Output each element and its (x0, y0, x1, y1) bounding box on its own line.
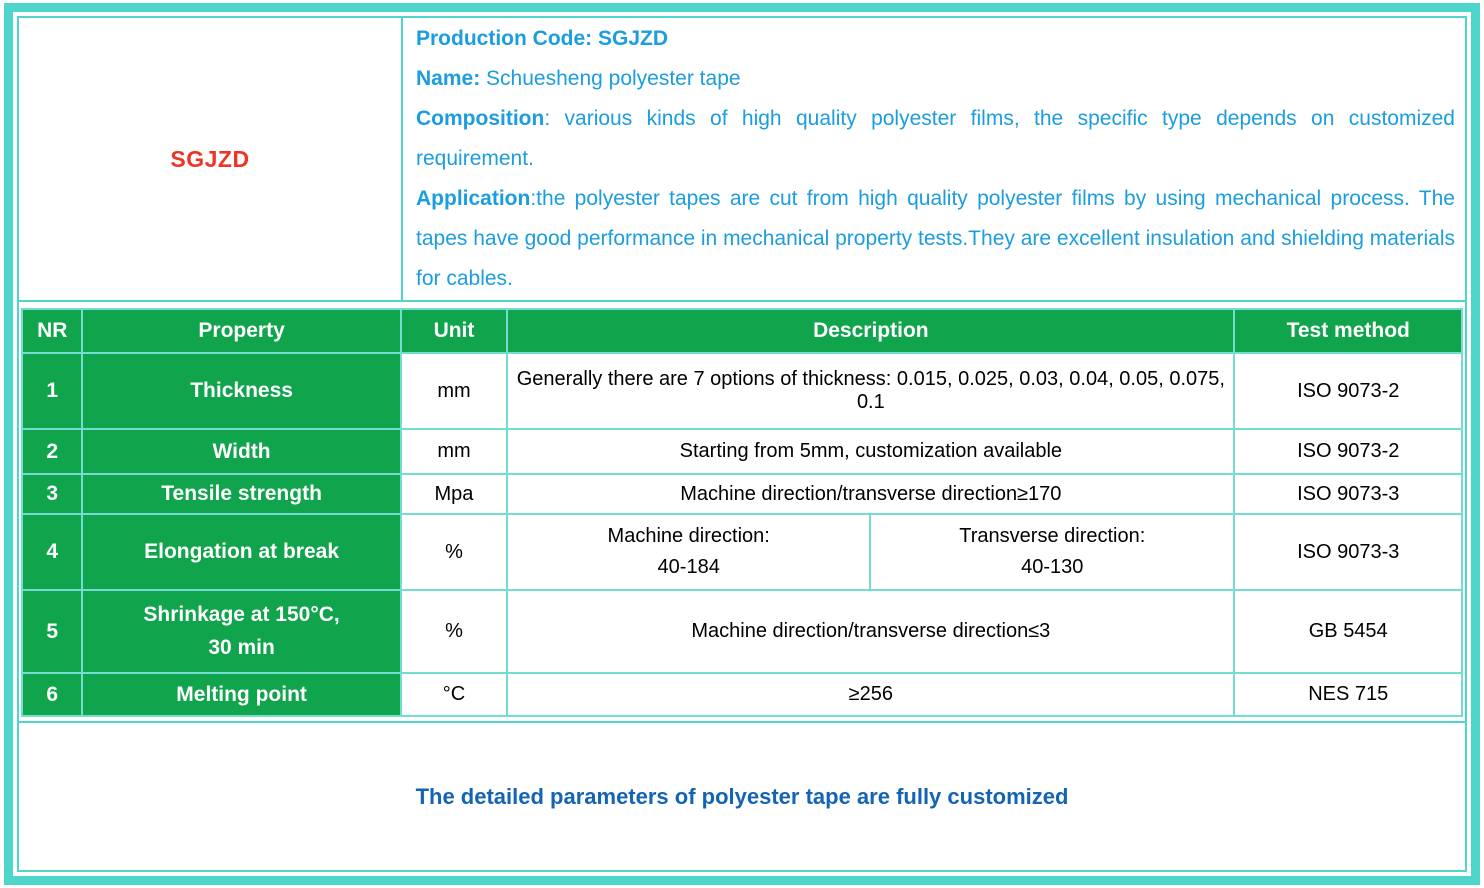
application-line: Application:the polyester tapes are cut from high quality polyester films by using mechanical process. The tapes have good performance in mechanical property tests.They are excellent insulation and shielding materials for cables. (416, 187, 1455, 290)
row-property: Shrinkage at 150°C, 30 min (82, 590, 400, 673)
outer-frame (4, 3, 1480, 885)
product-code: SGJZD (170, 145, 250, 172)
note-text: The detailed parameters of polyester tape are fully customized (415, 783, 1069, 809)
product-info-section (19, 18, 1465, 302)
table-row (22, 673, 1462, 716)
inner-frame (17, 16, 1467, 872)
row-description: Generally there are 7 options of thickness: 0.015, 0.025, 0.03, 0.04, 0.05, 0.075, 0.1 (507, 353, 1234, 429)
row-test-method: ISO 9073-3 (1234, 514, 1462, 590)
row-description-transverse: Transverse direction: 40-130 (870, 514, 1234, 590)
row-nr: 5 (22, 590, 82, 673)
row-nr: 6 (22, 673, 82, 716)
row-unit: % (401, 514, 508, 590)
row-test-method: ISO 9073-3 (1234, 474, 1462, 514)
product-info-cell (403, 18, 1465, 300)
header-description: Description (507, 309, 1234, 353)
note-section (19, 721, 1465, 870)
row-nr: 4 (22, 514, 82, 590)
name-line: Name: Schuesheng polyester tape (416, 67, 741, 90)
row-property: Tensile strength (82, 474, 400, 514)
table-header-row (22, 309, 1462, 353)
row-property: Elongation at break (82, 514, 400, 590)
row-property: Melting point (82, 673, 400, 716)
row-description: Machine direction/transverse direction≥170 (507, 474, 1234, 514)
header-property: Property (82, 309, 400, 353)
row-description: Machine direction/transverse direction≤3 (507, 590, 1234, 673)
row-unit: mm (401, 353, 508, 429)
row-description-machine: Machine direction: 40-184 (507, 514, 870, 590)
row-unit: % (401, 590, 508, 673)
row-nr: 3 (22, 474, 82, 514)
table-row (22, 429, 1462, 474)
row-unit: °C (401, 673, 508, 716)
table-row (22, 353, 1462, 429)
table-row (22, 474, 1462, 514)
product-code-cell (19, 18, 403, 300)
header-test-method: Test method (1234, 309, 1462, 353)
properties-table-wrap (19, 302, 1465, 721)
row-test-method: ISO 9073-2 (1234, 353, 1462, 429)
header-nr: NR (22, 309, 82, 353)
row-test-method: GB 5454 (1234, 590, 1462, 673)
table-row (22, 514, 1462, 590)
row-property: Thickness (82, 353, 400, 429)
row-property: Width (82, 429, 400, 474)
row-description: Starting from 5mm, customization available (507, 429, 1234, 474)
production-code-line: Production Code: SGJZD (416, 27, 668, 50)
properties-table (21, 308, 1463, 717)
row-unit: Mpa (401, 474, 508, 514)
row-description: ≥256 (507, 673, 1234, 716)
row-test-method: NES 715 (1234, 673, 1462, 716)
row-nr: 2 (22, 429, 82, 474)
composition-line: Composition: various kinds of high quality polyester films, the specific type depends on customized requirement. (416, 107, 1455, 170)
row-nr: 1 (22, 353, 82, 429)
header-unit: Unit (401, 309, 508, 353)
table-row (22, 590, 1462, 673)
row-test-method: ISO 9073-2 (1234, 429, 1462, 474)
row-unit: mm (401, 429, 508, 474)
